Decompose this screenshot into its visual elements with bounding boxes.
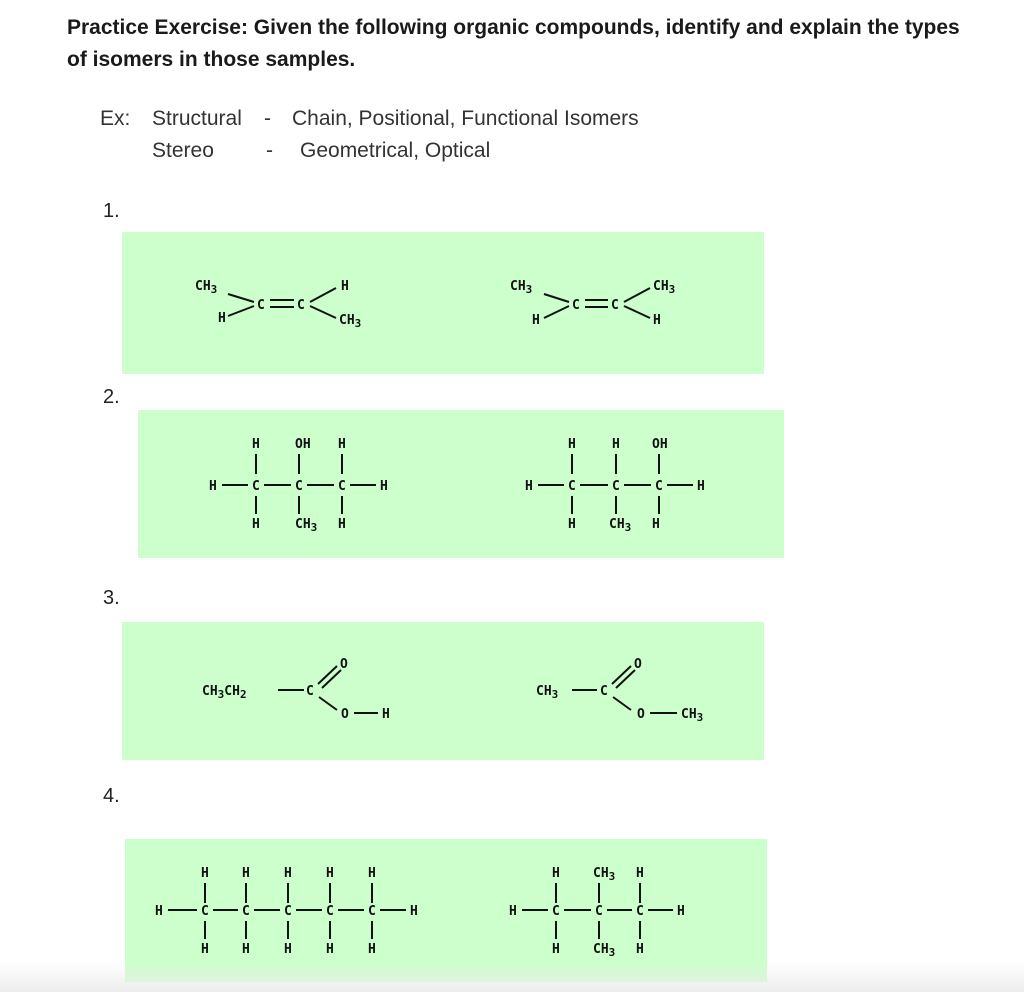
atom-c: C [655,479,663,494]
atom-oh: OH [652,437,668,452]
atom-ch3: $CH_3$ [295,517,318,534]
atom-h: H [636,866,644,881]
atom-h: H [652,517,660,532]
atom-oh: O [341,707,349,722]
bond [612,666,631,684]
atom-ch3: $CH_3$ [593,866,616,883]
bottom-shadow [0,962,1024,992]
atom-h: H [568,517,576,532]
atom-ch3: $CH_3$ [653,279,676,296]
molecule-1b [510,279,675,328]
page-title [67,12,967,76]
molecule-2a [209,437,388,534]
bond [310,306,336,318]
bond [310,288,336,302]
atom-c: C [552,904,560,919]
structures-panel-4 [125,839,767,982]
atom-h: H [552,942,560,957]
atom-h: H [568,437,576,452]
atom-ch3: $CH_3$ [510,279,533,296]
bond [319,697,337,710]
structures-panel-2 [138,410,784,558]
atom-c: C [297,298,305,313]
bond [544,294,569,302]
molecule-1a [195,279,361,330]
atom-o: O [340,657,348,672]
atom-h: H [697,479,705,494]
atom-c: C [201,904,209,919]
atom-c: C [284,904,292,919]
molecule-4b [509,866,685,959]
atom-o: O [634,657,642,672]
atom-c: C [326,904,334,919]
atom-h: H [677,904,685,919]
atom-h: H [410,904,418,919]
bond [613,697,631,710]
atom-h: H [653,313,661,328]
atom-c: C [306,684,314,699]
atom-c: C [295,479,303,494]
atom-ch3: $CH_3$ [195,279,218,296]
atom-h: H [341,279,349,294]
question-number-3: 3. [103,587,120,609]
atom-c: C [595,904,603,919]
atom-oh: OH [295,437,311,452]
bond [228,306,254,316]
atom-h: H [284,942,292,957]
bond [318,666,337,684]
atom-c: C [600,684,608,699]
atom-c: C [257,298,265,313]
atom-h: H [382,707,390,722]
bond [616,670,635,688]
atom-h: H [284,866,292,881]
bond [624,288,650,302]
atom-h: H [218,311,226,326]
atom-h: H [552,866,560,881]
atom-ch3: $CH_3$ [339,313,362,330]
atom-h: H [636,942,644,957]
molecule-3a [202,657,390,722]
question-number-2: 2. [103,386,120,408]
atom-h: H [155,904,163,919]
atom-c: C [242,904,250,919]
atom-h: H [242,866,250,881]
atom-h: H [338,437,346,452]
atom-c: C [612,479,620,494]
bond [228,294,254,302]
atom-h: H [209,479,217,494]
atom-c: C [568,479,576,494]
atom-c: C [636,904,644,919]
atom-h: H [525,479,533,494]
compound-panel-4 [125,839,767,982]
bond [624,306,650,318]
title-part-2: identify and explain the types of isomers in those samples. [67,16,960,71]
example-stereo-dash: - [266,139,273,162]
atom-ethyl: $CH_3CH_2$ [202,684,247,701]
compound-panel-2 [138,410,784,558]
atom-h: H [252,517,260,532]
atom-h: H [612,437,620,452]
molecule-2b [525,437,705,534]
bond [544,306,569,318]
compound-panel-3 [122,622,764,760]
atom-h: H [532,313,540,328]
atom-c: C [611,298,619,313]
atom-ch3: $CH_3$ [681,707,704,724]
example-structural-label: Structural [152,107,242,130]
atom-h: H [242,942,250,957]
structures-panel-1 [122,232,764,374]
atom-c: C [572,298,580,313]
question-number-1: 1. [103,200,120,222]
atom-c: C [368,904,376,919]
bond [322,670,341,688]
example-structural-types: Chain, Positional, Functional Isomers [292,107,639,130]
atom-ch3: $CH_3$ [593,942,616,959]
compound-panel-1 [122,232,764,374]
atom-h: H [201,942,209,957]
atom-h: H [326,942,334,957]
atom-h: H [201,866,209,881]
atom-h: H [252,437,260,452]
molecule-4a [155,866,418,957]
atom-c: C [338,479,346,494]
example-stereo-types: Geometrical, Optical [300,139,491,162]
atom-c: C [252,479,260,494]
atom-h: H [380,479,388,494]
structures-panel-3 [122,622,764,760]
example-structural-dash: - [264,107,271,130]
example-stereo-label: Stereo [152,139,214,162]
atom-h: H [338,517,346,532]
atom-o: O [637,707,645,722]
atom-h: H [368,866,376,881]
molecule-3b [536,657,703,724]
atom-h: H [326,866,334,881]
atom-ch3: $CH_3$ [536,684,559,701]
title-part-1: Practice Exercise: Given the following organic compounds, [67,16,660,39]
atom-h: H [509,904,517,919]
question-number-4: 4. [103,785,120,807]
atom-ch3: $CH_3$ [609,517,632,534]
example-prefix: Ex: [100,107,131,130]
atom-h: H [368,942,376,957]
